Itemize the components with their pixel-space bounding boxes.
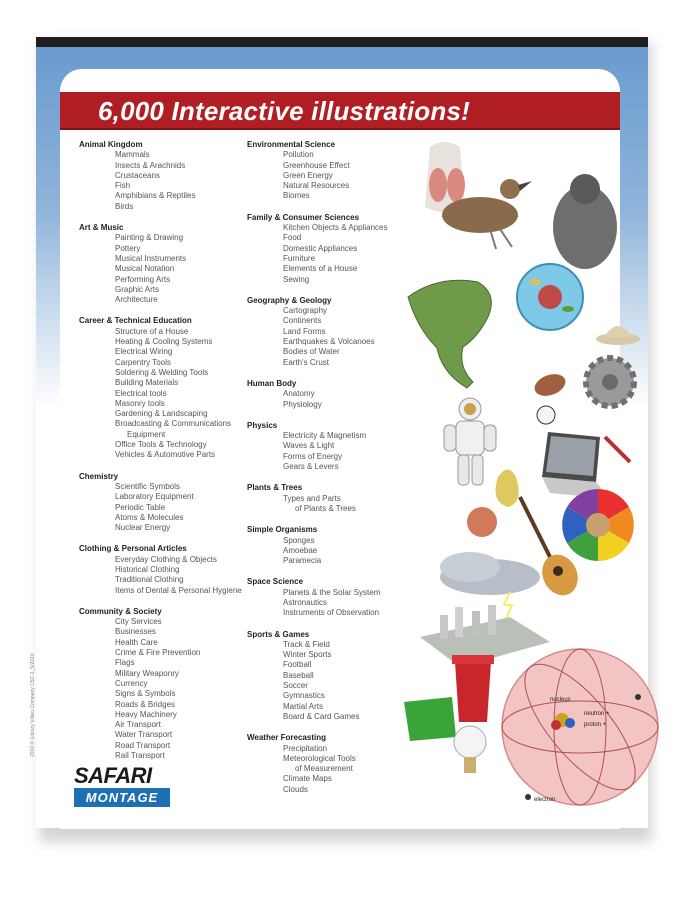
category-item: Crime & Fire Prevention [115, 648, 201, 658]
title-banner [60, 92, 620, 130]
category-item: Anatomy [283, 389, 315, 399]
category-item: Precipitation [283, 743, 328, 753]
category-item: Pottery [115, 243, 141, 253]
category-item: Forms of Energy [283, 451, 343, 461]
category-item: Amoebae [283, 545, 318, 555]
category-item: Physiology [283, 399, 322, 409]
category-item: Continents [283, 316, 322, 326]
category-item: Broadcasting & Communications [115, 419, 232, 429]
category-item: Meteorological Tools [283, 753, 356, 763]
category-heading: Human Body [247, 378, 297, 388]
category-item: Earthquakes & Volcanoes [283, 337, 375, 347]
category-item: Planets & the Solar System [283, 587, 381, 597]
category-heading: Animal Kingdom [79, 140, 143, 149]
category-item: Fish [115, 181, 131, 191]
light-bulb-illustration [454, 726, 486, 773]
category-item: Birds [115, 201, 134, 211]
category-heading: Simple Organisms [247, 525, 318, 535]
category-heading: Chemistry [79, 471, 119, 481]
category-heading: Physics [247, 420, 278, 430]
category-item: Winter Sports [283, 650, 332, 660]
category-heading: Career & Technical Education [79, 316, 192, 326]
category-item: Traditional Clothing [115, 575, 184, 585]
category-item: Historical Clothing [115, 564, 180, 574]
category-item: Gears & Levers [283, 462, 339, 472]
category-item: Electrical Wiring [115, 347, 173, 357]
category-item: Items of Dental & Personal Hygiene [115, 585, 242, 595]
football-illustration [532, 370, 569, 400]
category-item: Scientific Symbols [115, 481, 180, 491]
category-item: Waves & Light [283, 441, 335, 451]
soccer-ball-illustration [537, 406, 555, 424]
category-item: Heavy Machinery [115, 709, 177, 719]
category-item: Everyday Clothing & Objects [115, 554, 217, 564]
category-item: Bodies of Water [283, 347, 340, 357]
category-item: Mammals [115, 150, 150, 160]
category-item: Instruments of Observation [283, 608, 380, 618]
category-item: Flags [115, 658, 135, 668]
category-item: Clouds [283, 784, 308, 794]
color-wheel-illustration [562, 489, 634, 561]
category-item: Carpentry Tools [115, 357, 171, 367]
category-heading: Clothing & Personal Articles [79, 544, 187, 554]
category-item: Earth's Crust [283, 357, 329, 367]
category-item: Roads & Bridges [115, 699, 176, 709]
category-heading: Family & Consumer Sciences [247, 212, 360, 222]
category-item: Astronautics [283, 597, 328, 607]
atom-label-electron: electron [534, 797, 556, 803]
category-item: Electricity & Magnetism [283, 431, 367, 441]
category-item: Graphic Arts [115, 284, 160, 294]
category-item: Businesses [115, 627, 156, 637]
category-heading: Sports & Games [247, 629, 310, 639]
category-column-left [79, 140, 259, 761]
category-item: Musical Instruments [115, 253, 187, 263]
category-item: of Plants & Trees [295, 503, 356, 513]
safari-montage-logo [74, 765, 170, 807]
category-item: Nuclear Energy [115, 523, 171, 533]
category-heading: Art & Music [79, 223, 124, 233]
gorilla-illustration [553, 174, 617, 269]
category-item: Amphibians & Reptiles [115, 191, 196, 201]
recycling-bins-illustration [404, 655, 494, 741]
category-item: Musical Notation [115, 264, 175, 274]
category-item: Board & Card Games [283, 711, 360, 721]
category-item: Biomes [283, 191, 310, 201]
tools-illustration [605, 437, 630, 462]
copyright-note: 2010 © Library Video Company C5C-1_5/2010 [30, 653, 36, 757]
category-item: Painting & Drawing [115, 233, 184, 243]
category-heading: Geography & Geology [247, 295, 332, 305]
page-title: 6,000 Interactive illustrations! [98, 96, 470, 126]
gear-illustration [586, 358, 634, 406]
category-item: Paramecia [283, 556, 322, 566]
category-item: Cartography [283, 306, 328, 316]
category-item: Elements of a House [283, 264, 358, 274]
category-item: Structure of a House [115, 326, 189, 336]
category-item: Electrical tools [115, 388, 167, 398]
category-heading: Community & Society [79, 606, 162, 616]
category-item: Insects & Arachnids [115, 160, 186, 170]
flyer-page [30, 37, 648, 828]
category-item: City Services [115, 617, 162, 627]
category-item: Crustaceans [115, 170, 160, 180]
category-item: Currency [115, 678, 148, 688]
category-item: Baseball [283, 670, 314, 680]
illustration-collage [400, 137, 640, 827]
category-item: Air Transport [115, 720, 161, 730]
category-item: Types and Parts [283, 493, 341, 503]
category-item: Office Tools & Technology [115, 440, 207, 450]
category-heading: Space Science [247, 577, 304, 587]
category-heading: Plants & Trees [247, 483, 303, 493]
category-item: Land Forms [283, 326, 326, 336]
atom-illustration [502, 648, 658, 806]
logo-montage: MONTAGE [74, 788, 170, 807]
category-heading: Environmental Science [247, 140, 336, 149]
north-america-map [408, 280, 491, 388]
category-item: Climate Maps [283, 774, 332, 784]
category-item: Gardening & Landscaping [115, 409, 208, 419]
category-item: Architecture [115, 295, 158, 305]
category-item: Atoms & Molecules [115, 512, 184, 522]
category-item: Performing Arts [115, 274, 171, 284]
category-item: Periodic Table [115, 502, 166, 512]
category-item: Health Care [115, 637, 158, 647]
category-item: Martial Arts [283, 701, 324, 711]
category-item: Natural Resources [283, 181, 350, 191]
category-item: Equipment [127, 429, 166, 439]
category-item: Furniture [283, 253, 316, 263]
category-item: Laboratory Equipment [115, 492, 194, 502]
category-item: Vehicles & Automotive Parts [115, 450, 216, 460]
category-item: Building Materials [115, 378, 179, 388]
atom-label-neutron: neutron + [584, 711, 610, 717]
category-item: Food [283, 233, 302, 243]
category-item: Pollution [283, 150, 314, 160]
category-item: Masonry tools [115, 398, 165, 408]
category-item: Rail Transport [115, 751, 165, 761]
category-item: Sponges [283, 535, 315, 545]
category-item: Water Transport [115, 730, 173, 740]
category-item: Soldering & Welding Tools [115, 367, 209, 377]
category-item: Kitchen Objects & Appliances [283, 223, 388, 233]
category-item: Military Weaponry [115, 668, 179, 678]
category-item: Road Transport [115, 740, 171, 750]
category-item: Soccer [283, 681, 308, 691]
atom-label-proton: proton + [584, 722, 607, 728]
category-item: Gymnastics [283, 691, 325, 701]
category-heading: Weather Forecasting [247, 733, 326, 743]
category-item: Domestic Appliances [283, 243, 358, 253]
category-item: Greenhouse Effect [283, 160, 350, 170]
category-item: Track & Field [283, 639, 330, 649]
category-item: Green Energy [283, 170, 333, 180]
category-item: Sewing [283, 274, 310, 284]
cell-illustration [517, 264, 583, 330]
category-item: Signs & Symbols [115, 689, 176, 699]
astronaut-illustration [444, 398, 496, 485]
top-bar [36, 37, 648, 47]
atom-label-nucleus: nucleus [550, 697, 571, 703]
category-item: of Measurement [295, 764, 353, 774]
category-item: Heating & Cooling Systems [115, 337, 213, 347]
hat-illustration [596, 326, 640, 345]
logo-safari: SAFARI [74, 763, 152, 788]
laptop-illustration [542, 432, 610, 499]
category-item: Football [283, 660, 312, 670]
